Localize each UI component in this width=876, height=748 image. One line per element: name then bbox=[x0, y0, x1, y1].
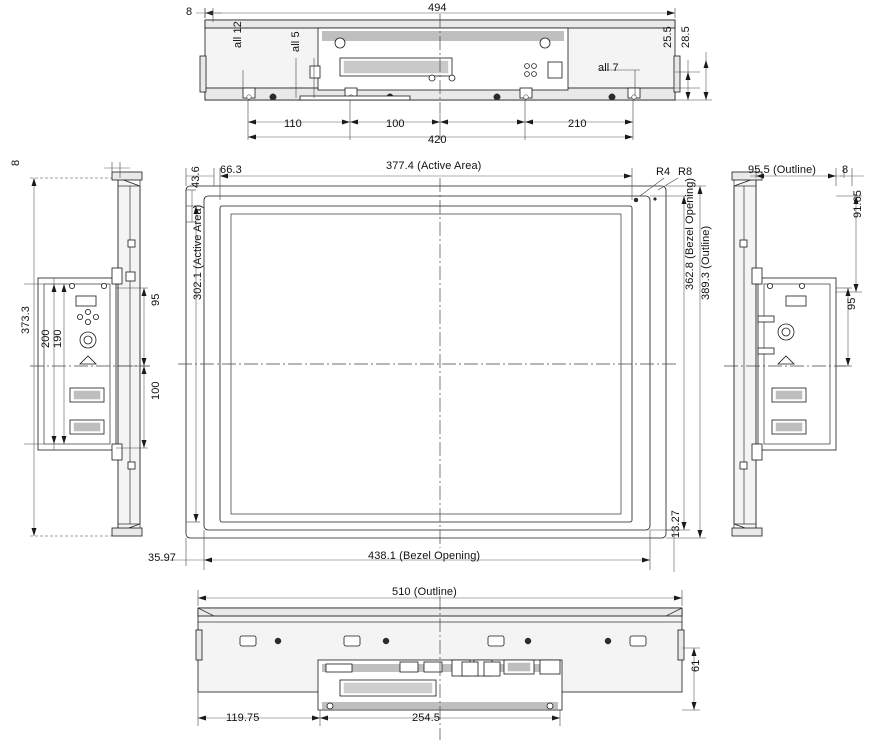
dim-front-43-6: 43.6 bbox=[190, 166, 202, 188]
dim-bottom-outline-width: 510 (Outline) bbox=[392, 586, 457, 598]
dim-front-active-height: 302.1 (Active Area) bbox=[192, 204, 204, 300]
top-view-geometry bbox=[196, 8, 712, 140]
dim-top-100: 100 bbox=[386, 118, 405, 130]
dim-left-95: 95 bbox=[150, 293, 162, 306]
dim-top-8: 8 bbox=[186, 6, 193, 18]
dim-top-all-12: all 12 bbox=[232, 21, 244, 48]
left-side-view-geometry bbox=[24, 162, 150, 536]
dim-front-66-3: 66.3 bbox=[220, 164, 242, 176]
dim-bottom-254-5: 254.5 bbox=[412, 712, 441, 724]
dim-left-190: 190 bbox=[52, 329, 64, 348]
dim-top-all-7: all 7 bbox=[598, 62, 619, 74]
dim-right-8: 8 bbox=[842, 164, 849, 176]
dim-right-95: 95 bbox=[846, 297, 858, 310]
dim-top-210: 210 bbox=[568, 118, 587, 130]
front-view-geometry bbox=[160, 168, 706, 572]
dim-top-420: 420 bbox=[428, 134, 447, 146]
dim-top-110: 110 bbox=[284, 118, 302, 130]
dim-front-outline-height: 389.3 (Outline) bbox=[700, 225, 712, 300]
dim-front-bezel-opening-height: 362.8 (Bezel Opening) bbox=[684, 177, 696, 290]
dim-bottom-119-75: 119.75 bbox=[226, 712, 260, 724]
dim-front-bezel-opening-width: 438.1 (Bezel Opening) bbox=[368, 550, 481, 562]
dim-left-8: 8 bbox=[10, 159, 22, 166]
dim-right-91-65: 91.65 bbox=[852, 189, 864, 218]
dim-front-r4: R4 bbox=[656, 166, 671, 178]
dim-top-28-5: 28.5 bbox=[680, 26, 692, 48]
dim-bottom-61: 61 bbox=[690, 659, 702, 672]
dim-top-all-5: all 5 bbox=[290, 31, 302, 52]
dim-top-25-5: 25.5 bbox=[662, 26, 674, 48]
dim-right-outline-width: 95.5 (Outline) bbox=[748, 164, 817, 176]
dim-left-200: 200 bbox=[40, 329, 52, 348]
dim-top-494: 494 bbox=[428, 2, 447, 14]
dim-front-r8: R8 bbox=[678, 166, 693, 178]
dim-front-13-27: 13.27 bbox=[670, 509, 682, 538]
dim-front-35-97: 35.97 bbox=[148, 552, 177, 564]
dim-left-100: 100 bbox=[150, 381, 162, 400]
dim-left-373-3: 373.3 bbox=[20, 305, 32, 334]
right-side-view-geometry bbox=[724, 168, 864, 536]
dim-front-active-width: 377.4 (Active Area) bbox=[386, 160, 482, 172]
bottom-view-geometry bbox=[196, 590, 700, 740]
